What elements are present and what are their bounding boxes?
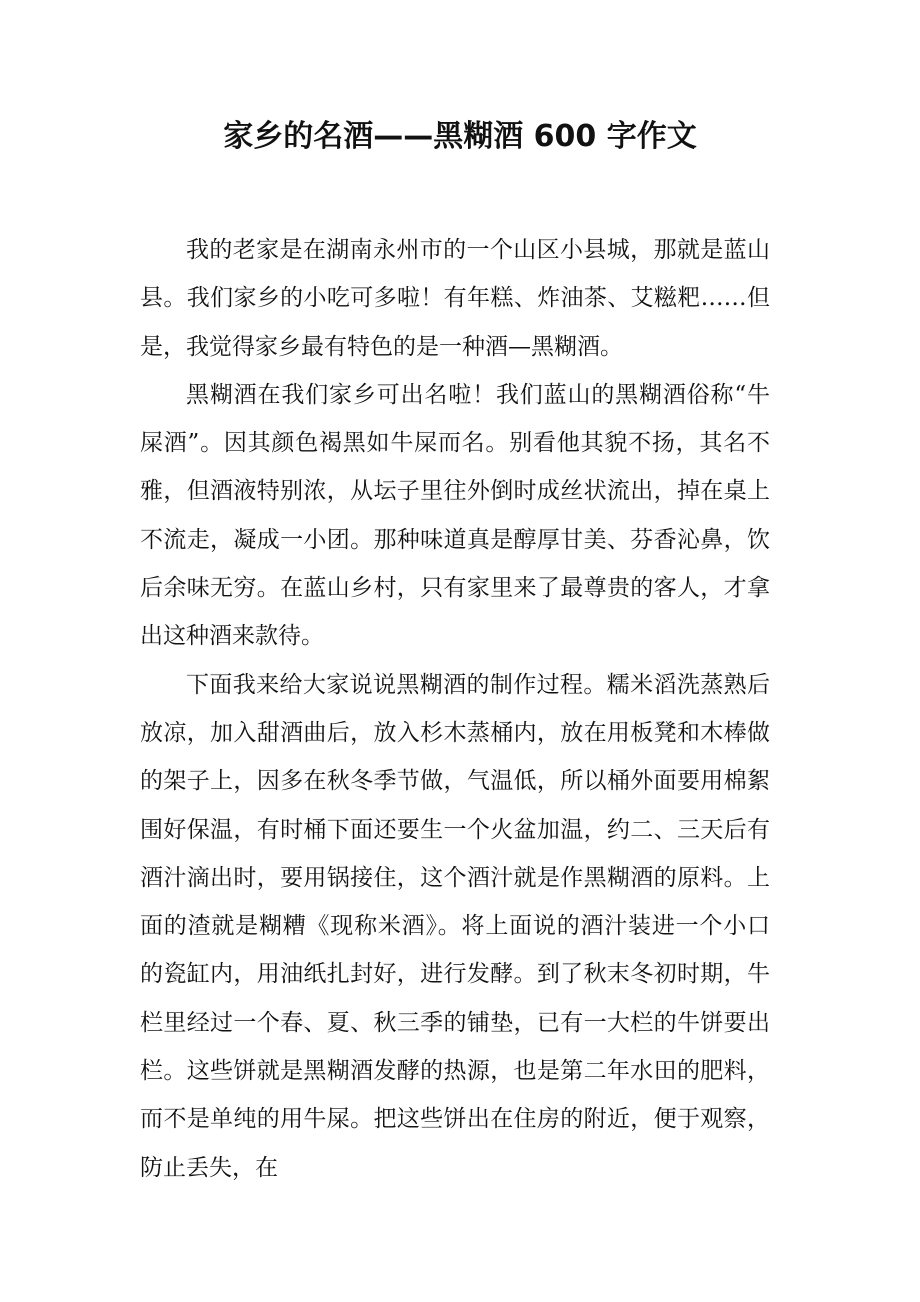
paragraph-3: 下面我来给大家说说黑糊酒的制作过程。糯米滔洗蒸熟后放凉，加入甜酒曲后，放入杉木蒸桶内，放在用板凳和木棒做的架子上，因多在秋冬季节做，气温低，所以桶外面要用棉絮围好保温，有时桶下面还要生一个火盆加温，约二、三天后有酒汁滴出时，要用锅接住，这个酒汁就是作黑糊酒的原料。上面的渣就是糊糟《现称米酒》。将上面说的酒汁装进一个小口的瓷缸内，用油纸扎封好，进行发酵。到了秋末冬初时期，牛栏里经过一个春、夏、秋三季的铺垫，已有一大栏的牛饼要出栏。这些饼就是黑糊酒发酵的热源，也是第二年水田的肥料，而不是单纯的用牛屎。把这些饼出在住房的附近，便于观察，防止丢失，在	[140, 671, 770, 1181]
paragraph-2: 黑糊酒在我们家乡可出名啦！我们蓝山的黑糊酒俗称“牛屎酒”。因其颜色褐黑如牛屎而名。别看他其貌不扬，其名不雅，但酒液特别浓，从坛子里往外倒时成丝状流出，掉在桌上不流走，凝成一小团。那种味道真是醇厚甘美、芬香沁鼻，饮后余味无穷。在蓝山乡村，只有家里来了最尊贵的客人，才拿出这种酒来款待。	[140, 381, 770, 650]
document-title: 家乡的名酒——黑糊酒 600 字作文	[223, 119, 697, 154]
document-body	[140, 226, 770, 1192]
paragraph-1: 我的老家是在湖南永州市的一个山区小县城，那就是蓝山县。我们家乡的小吃可多啦！有年糕、炸油茶、艾糍粑……但是，我觉得家乡最有特色的是一种酒—黑糊酒。	[140, 237, 770, 360]
